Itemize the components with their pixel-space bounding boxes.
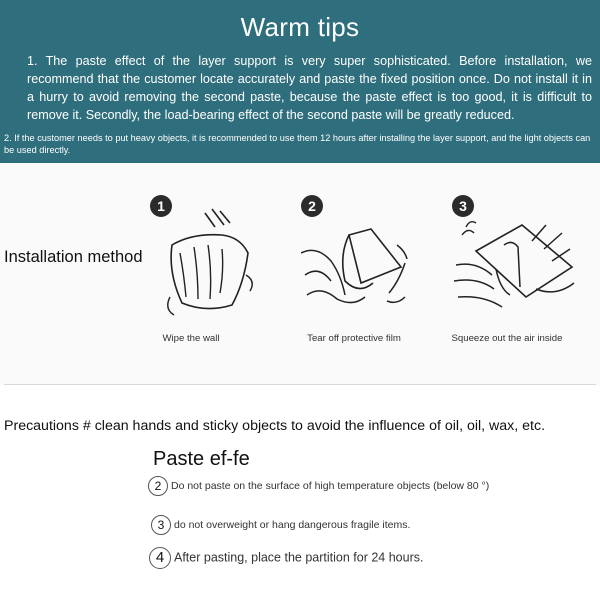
step-3-number: 3 [452,195,474,217]
precaution-item-4-number: 4 [149,547,171,569]
step-2-number: 2 [301,195,323,217]
section-divider [4,384,596,385]
step-3 [452,195,600,355]
step-2 [301,195,451,355]
tip-1-text: 1. The paste effect of the layer support is very super sophisticated. Before installation, we recommend that the customer locate accurately and paste the fixed position once. Do not install it in a hurry to avoid removing the second paste, because the paste effect is too good, it is difficult to remove it. Secondly, the load-bearing effect of the second paste will be greatly reduced. [27,54,592,122]
step-1 [150,195,300,355]
installation-section [0,163,600,385]
installation-method-label: Installation method [4,248,143,266]
tear-film-icon [301,205,411,325]
paste-effect-title: Paste ef-fe [153,448,250,470]
precaution-item-4 [149,547,423,569]
step-1-number: 1 [150,195,172,217]
precautions-text: Precautions # clean hands and sticky objects to avoid the influence of oil, oil, wax, etc. [4,418,546,434]
precaution-item-2-text: Do not paste on the surface of high temperature objects (below 80 °) [171,479,490,492]
precaution-item-3 [151,515,410,535]
step-3-caption: Squeeze out the air inside [451,333,563,344]
tip-2-text: 2. If the customer needs to put heavy objects, it is recommended to use them 12 hours after installing the layer support, and the light objects can be used directly. [4,133,591,155]
precaution-item-3-text: do not overweight or hang dangerous fragile items. [174,518,411,531]
precaution-item-2-number: 2 [148,476,168,496]
precaution-item-4-text: After pasting, place the partition for 24 hours. [174,550,424,565]
warm-tips-title: Warm tips [240,12,360,42]
squeeze-air-icon [452,205,582,325]
step-2-caption: Tear off protective film [307,333,401,344]
warm-tips-banner [0,0,600,163]
precaution-item-2 [148,476,489,496]
wipe-wall-icon [150,205,260,325]
step-1-caption: Wipe the wall [162,333,220,344]
precaution-item-3-number: 3 [151,515,171,535]
